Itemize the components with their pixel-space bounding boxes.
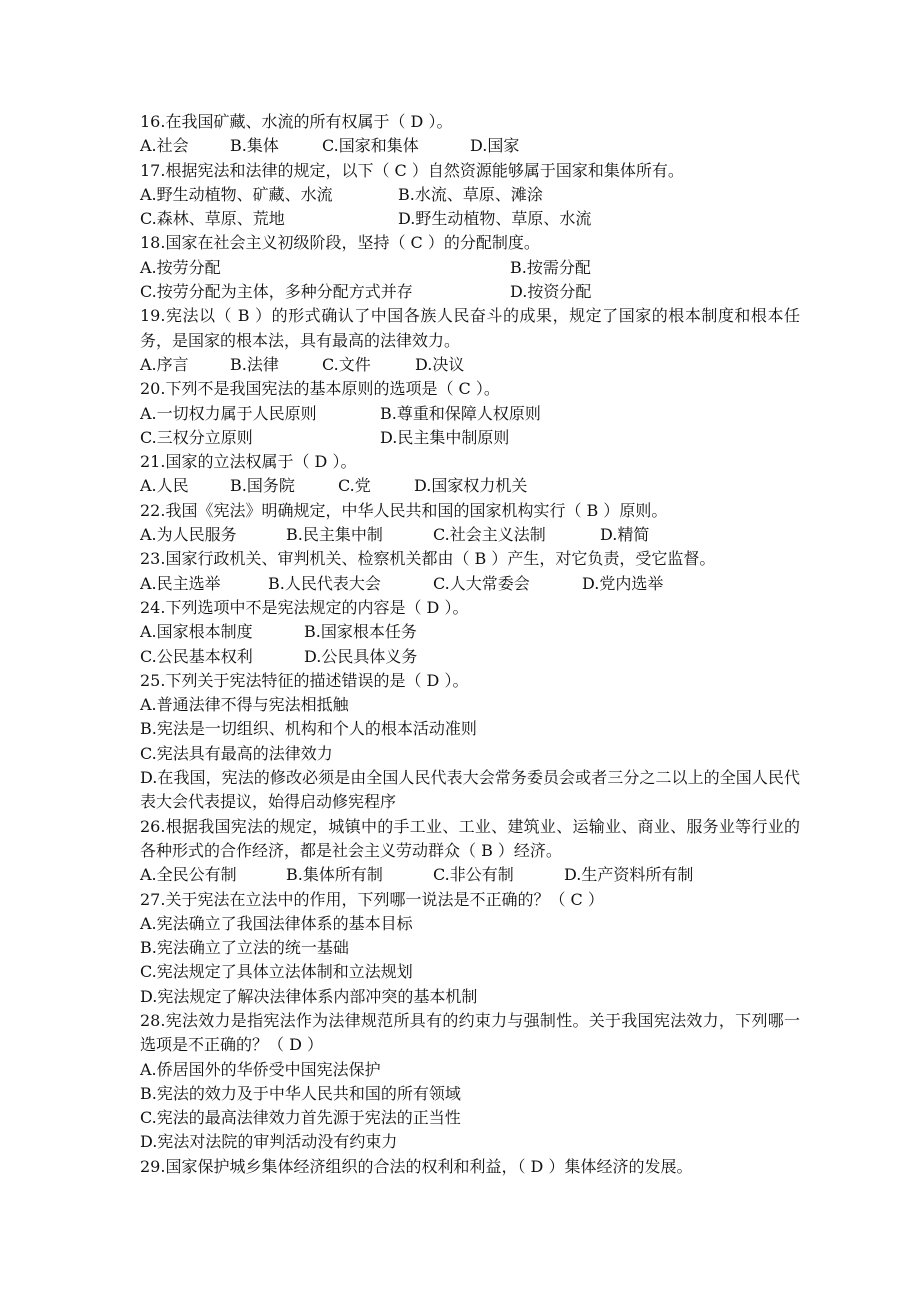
question-16-stem: 16.在我国矿藏、水流的所有权属于（ D ）。 [140, 112, 453, 131]
question-24-option-b: B.国家根本任务 [304, 622, 417, 642]
question-21-stem: 21.国家的立法权属于（ D ）。 [140, 452, 357, 472]
question-18-option-b: B.按需分配 [510, 257, 591, 277]
question-20-options-row2 [140, 426, 800, 450]
question-28-option-c: C.宪法的最高法律效力首先源于宪法的正当性 [140, 1108, 461, 1128]
question-28-option-d: D.宪法对法院的审判活动没有约束力 [140, 1132, 398, 1152]
question-20-option-c: C.三权分立原则 [140, 427, 253, 447]
question-16-option-d: D.国家 [470, 136, 520, 156]
question-26-options [140, 863, 800, 887]
question-21-option-b: B.国务院 [230, 476, 295, 496]
question-23-option-a: A.民主选举 [140, 573, 221, 593]
question-28-stem: 28.宪法效力是指宪法作为法律规范所具有的约束力与强制性。关于我国宪法效力，下列哪一选项是不正确的？（ D ） [140, 1010, 800, 1055]
question-20-options-row1 [140, 402, 800, 426]
question-23-option-d: D.党内选举 [582, 573, 664, 593]
question-21-option-d: D.国家权力机关 [414, 476, 528, 496]
question-29-stem: 29.国家保护城乡集体经济组织的合法的权利和利益，（ D ）集体经济的发展。 [140, 1156, 693, 1176]
question-24-option-a: A.国家根本制度 [140, 622, 253, 642]
question-17-options-row2 [140, 207, 800, 231]
question-19-option-a: A.序言 [140, 354, 189, 374]
question-25-option-d: D.在我国，宪法的修改必须是由全国人民代表大会常务委员会或者三分之二以上的全国人民代表大会代表提议，始得启动修宪程序 [140, 768, 800, 812]
question-27-stem: 27.关于宪法在立法中的作用，下列哪一说法是不正确的？（ C ） [140, 889, 604, 909]
question-22-option-b: B.民主集中制 [286, 525, 383, 545]
question-18-options-row1 [140, 256, 800, 280]
question-28-option-b: B.宪法的效力及于中华人民共和国的所有领域 [140, 1083, 461, 1103]
question-17-stem: 17.根据宪法和法律的规定，以下（ C ）自然资源能够属于国家和集体所有。 [140, 160, 684, 180]
question-18-options-row2 [140, 280, 800, 304]
question-17-option-b: B.水流、草原、滩涂 [398, 184, 543, 204]
question-23-stem: 23.国家行政机关、审判机关、检察机关都由（ B ）产生，对它负责，受它监督。 [140, 549, 716, 569]
question-23-options [140, 572, 800, 596]
question-27-option-a: A.宪法确立了我国法律体系的基本目标 [140, 913, 413, 933]
question-25-option-b: B.宪法是一切组织、机构和个人的根本活动准则 [140, 719, 477, 739]
question-26-option-b: B.集体所有制 [286, 865, 383, 885]
question-23-option-b: B.人民代表大会 [268, 573, 381, 593]
question-20-option-b: B.尊重和保障人权原则 [380, 403, 541, 423]
question-26-option-c: C.非公有制 [433, 865, 514, 885]
question-27-option-b: B.宪法确立了立法的统一基础 [140, 938, 349, 958]
question-18-option-d: D.按资分配 [510, 282, 592, 302]
question-20-option-a: A.一切权力属于人民原则 [140, 403, 317, 423]
question-22-option-c: C.社会主义法制 [433, 525, 546, 545]
question-24-options-row1 [140, 620, 800, 644]
question-18-option-a: A.按劳分配 [140, 257, 221, 277]
question-24-option-c: C.公民基本权利 [140, 646, 253, 666]
question-23-option-c: C.人大常委会 [433, 573, 530, 593]
question-28-option-a: A.侨居国外的华侨受中国宪法保护 [140, 1059, 381, 1079]
question-24-option-d: D.公民具体义务 [304, 646, 418, 666]
question-22-option-a: A.为人民服务 [140, 525, 237, 545]
question-27-option-d: D.宪法规定了解决法律体系内部冲突的基本机制 [140, 986, 478, 1006]
question-19-option-c: C.文件 [322, 354, 371, 374]
question-22-options [140, 523, 800, 547]
question-17-option-a: A.野生动植物、矿藏、水流 [140, 184, 333, 204]
question-22-stem: 22.我国《宪法》明确规定，中华人民共和国的国家机构实行（ B ）原则。 [140, 500, 668, 520]
question-26-option-d: D.生产资料所有制 [564, 865, 694, 885]
question-22-option-d: D.精简 [600, 525, 650, 545]
question-19-option-b: B.法律 [230, 354, 279, 374]
question-21-option-c: C.党 [338, 476, 371, 496]
question-27-option-c: C.宪法规定了具体立法体制和立法规划 [140, 962, 413, 982]
question-20-option-d: D.民主集中制原则 [380, 427, 510, 447]
question-25-stem: 25.下列关于宪法特征的描述错误的是（ D ）。 [140, 670, 469, 690]
question-17-option-c: C.森林、草原、荒地 [140, 209, 285, 229]
question-26-stem: 26.根据我国宪法的规定，城镇中的手工业、工业、建筑业、运输业、商业、服务业等行业的各种形式的合作经济，都是社会主义劳动群众（ B ）经济。 [140, 816, 800, 860]
question-16-option-a: A.社会 [140, 136, 189, 156]
question-16-option-b: B.集体 [230, 136, 279, 156]
question-18-stem: 18.国家在社会主义初级阶段，坚持（ C ）的分配制度。 [140, 233, 540, 253]
question-20-stem: 20.下列不是我国宪法的基本原则的选项是（ C ）。 [140, 379, 500, 399]
question-24-stem: 24.下列选项中不是宪法规定的内容是（ D ）。 [140, 597, 469, 617]
question-21-option-a: A.人民 [140, 476, 189, 496]
question-18-option-c: C.按劳分配为主体，多种分配方式并存 [140, 282, 413, 302]
question-19-options [140, 353, 800, 377]
question-25-option-a: A.普通法律不得与宪法相抵触 [140, 695, 349, 715]
question-21-options [140, 474, 800, 498]
question-25-option-c: C.宪法具有最高的法律效力 [140, 743, 333, 763]
question-19-stem: 19.宪法以（ B ）的形式确认了中国各族人民奋斗的成果，规定了国家的根本制度和根本任务，是国家的根本法，具有最高的法律效力。 [140, 306, 800, 350]
question-24-options-row2 [140, 645, 800, 669]
question-16-option-c: C.国家和集体 [322, 136, 419, 156]
question-16-options [140, 134, 800, 158]
question-17-option-d: D.野生动植物、草原、水流 [398, 209, 592, 229]
question-19-option-d: D.决议 [415, 354, 465, 374]
question-26-option-a: A.全民公有制 [140, 865, 237, 885]
document-page [140, 110, 800, 1179]
question-17-options-row1 [140, 183, 800, 207]
